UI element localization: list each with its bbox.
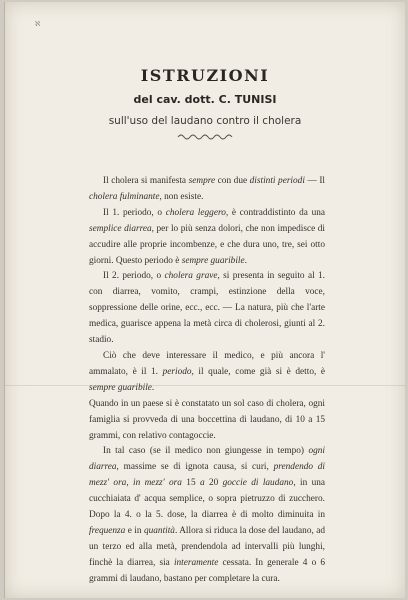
paragraph-text: 20 [204,478,223,489]
paragraph [89,174,325,206]
emphasis-text: quantità [143,525,175,536]
emphasis-text: cholera leggero [165,207,226,218]
emphasis-text: semplice diarrea [89,223,152,234]
emphasis-text: cholera fulminante [89,191,160,202]
emphasis-text: cholera grave [164,271,218,282]
paragraph [89,206,325,270]
paragraph-text: Il cholera si manifesta [103,176,189,186]
emphasis-text: a [199,478,205,489]
document-body [89,174,325,588]
paragraph-text: con due [215,176,250,186]
paragraph-text: Il 1. periodo, o [103,207,166,218]
document-subtitle: sull'uso del laudano contro il cholera [108,115,302,127]
corner-mark: ℵ [35,20,41,28]
paragraph [89,269,325,349]
emphasis-text: periodo [162,366,192,377]
document-author: del cav. dott. C. TUNISI [133,93,277,106]
paragraph-text: e in [125,525,144,536]
document-title: ISTRUZIONI [140,66,270,85]
paragraph-text: , il quale, come già si è detto, è [191,366,325,377]
paragraph-text: Quando in un paese si è constatato un sol caso di cholera, ogni famiglia si provveda di una boccettina di laudano, di 10 a 15 grammi, con relativo contagoccie. [89,398,325,441]
paragraph-text: , massime se di ignota causa, si curi, [116,462,274,473]
paragraph-text: — Il [304,176,325,186]
emphasis-text: frequenza [89,525,126,536]
document-page [4,2,405,598]
paragraph-text: , è contraddistinto da una [225,207,326,218]
paragraph [89,444,325,587]
paragraph-text: Il 2. periodo, o [103,271,165,282]
emphasis-text: interamente [173,557,219,568]
emphasis-text: sempre guaribile [181,255,245,266]
emphasis-text: goccie di laudano [222,478,294,489]
paragraph-text: 15 [181,478,200,489]
paragraph [89,349,325,397]
paragraph-text: Ciò che deve interessare il medico, e più ancora l' ammalato, è il 1. [89,350,325,377]
paragraph [89,397,325,445]
paragraph-text: . [244,255,247,266]
paragraph-text: In tal caso (se il medico non giungesse in tempo) [103,446,309,457]
paragraph-text: , si presenta in seguito al 1. con diarrea, vomito, crampi, estinzione della voce, soppressione delle orine, ecc., ecc. — La natura, più che l'arte medica, guarisce appena la metà circa di cholerosi, giunti al 2. stadio. [89,271,325,346]
emphasis-text: ogni diarrea [89,446,325,473]
paragraph-text: , non esiste. [159,191,204,202]
emphasis-text: sempre [188,176,216,186]
emphasis-text: sempre guaribile [89,382,152,393]
ornament-divider-icon [177,133,233,141]
emphasis-text: prendendo di mezz' ora, in mezz' ora [89,462,325,489]
paragraph-text: , in una cucchiaiata d' acqua semplice, o sopra pietruzzo di zucchero. Dopo la 4. o la 5. dose, la diarrea è di molto diminuita in [89,478,325,521]
paragraph-text: . Allora si riduca la dose del laudano, ad un terzo ed alla metà, prendendola ad intervalli più lunghi, finchè la diarrea, sia [89,525,325,568]
paragraph-text: cessata. In generale 4 o 6 grammi di laudano, bastano per completare la cura. [89,557,325,584]
paragraph-text: , per lo più senza dolori, che non impedisce di accudire alle proprie incombenze, e che dura uno, tre, sei otto giorni. Questo periodo è [89,223,325,266]
paragraph-text: . [151,382,155,393]
emphasis-text: distinti periodi [249,176,305,186]
